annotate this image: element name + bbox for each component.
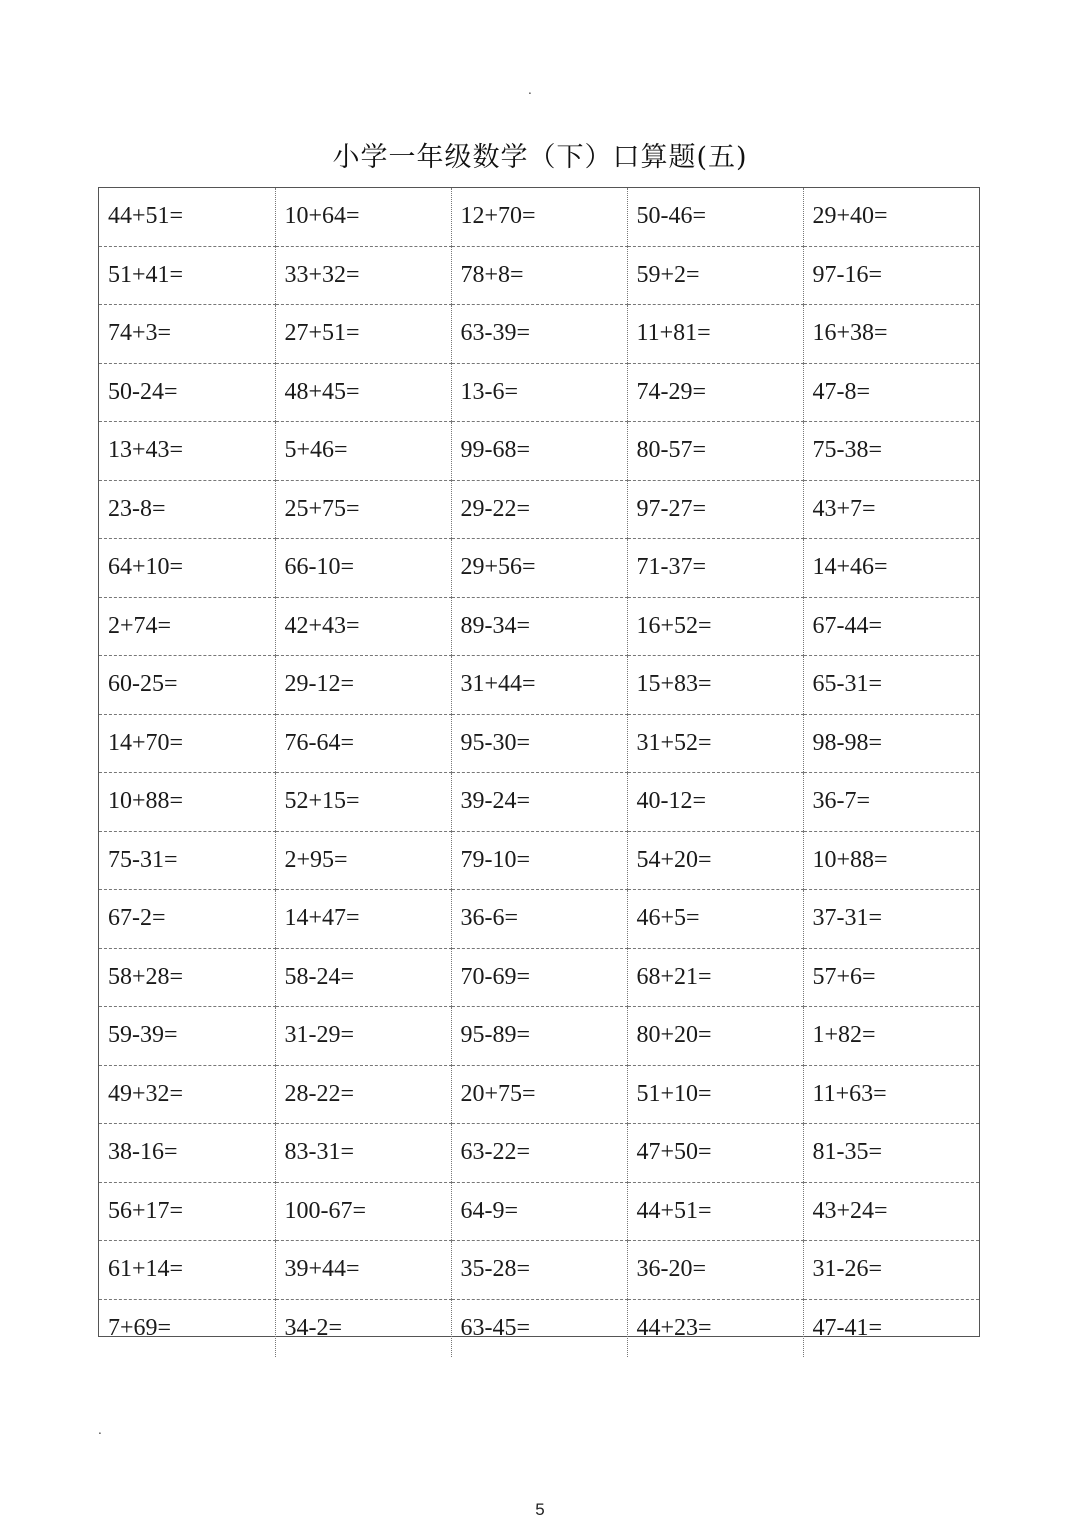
- problem-row: [99, 890, 979, 949]
- problem-row: [99, 1299, 979, 1357]
- problem-row: [99, 773, 979, 832]
- problem-cell: 29+40=: [803, 188, 979, 246]
- problem-cell: 20+75=: [451, 1065, 627, 1124]
- problem-cell: 49+32=: [99, 1065, 275, 1124]
- problem-cell: 31+52=: [627, 714, 803, 773]
- problem-cell: 80-57=: [627, 422, 803, 481]
- problem-row: [99, 597, 979, 656]
- problem-cell: 47-8=: [803, 363, 979, 422]
- problem-cell: 14+70=: [99, 714, 275, 773]
- problem-cell: 66-10=: [275, 539, 451, 598]
- problem-cell: 2+95=: [275, 831, 451, 890]
- problem-cell: 67-44=: [803, 597, 979, 656]
- problem-cell: 11+81=: [627, 305, 803, 364]
- page-number: 5: [535, 1500, 545, 1519]
- problem-cell: 37-31=: [803, 890, 979, 949]
- problem-cell: 11+63=: [803, 1065, 979, 1124]
- problem-cell: 63-39=: [451, 305, 627, 364]
- problem-cell: 42+43=: [275, 597, 451, 656]
- problem-cell: 70-69=: [451, 948, 627, 1007]
- problem-row: [99, 305, 979, 364]
- problem-cell: 31-26=: [803, 1241, 979, 1300]
- problem-cell: 7+69=: [99, 1299, 275, 1357]
- problem-cell: 16+52=: [627, 597, 803, 656]
- problem-cell: 50-24=: [99, 363, 275, 422]
- problem-row: [99, 1124, 979, 1183]
- problem-cell: 10+88=: [99, 773, 275, 832]
- problem-cell: 31-29=: [275, 1007, 451, 1066]
- bottom-dot-mark: .: [98, 1423, 102, 1437]
- problem-cell: 14+46=: [803, 539, 979, 598]
- problem-cell: 51+41=: [99, 246, 275, 305]
- problem-cell: 34-2=: [275, 1299, 451, 1357]
- problem-cell: 36-6=: [451, 890, 627, 949]
- problem-row: [99, 656, 979, 715]
- problem-cell: 59+2=: [627, 246, 803, 305]
- problem-row: [99, 422, 979, 481]
- problem-cell: 79-10=: [451, 831, 627, 890]
- problem-cell: 36-20=: [627, 1241, 803, 1300]
- problem-cell: 59-39=: [99, 1007, 275, 1066]
- problem-row: [99, 948, 979, 1007]
- problem-grid: [98, 187, 980, 1341]
- problem-cell: 14+47=: [275, 890, 451, 949]
- problem-cell: 83-31=: [275, 1124, 451, 1183]
- problem-cell: 78+8=: [451, 246, 627, 305]
- problem-cell: 95-89=: [451, 1007, 627, 1066]
- problem-cell: 43+7=: [803, 480, 979, 539]
- problem-cell: 97-27=: [627, 480, 803, 539]
- problem-cell: 50-46=: [627, 188, 803, 246]
- problem-cell: 48+45=: [275, 363, 451, 422]
- problem-cell: 74+3=: [99, 305, 275, 364]
- problem-cell: 58+28=: [99, 948, 275, 1007]
- problem-cell: 33+32=: [275, 246, 451, 305]
- problem-cell: 1+82=: [803, 1007, 979, 1066]
- problem-row: [99, 188, 979, 246]
- problem-row: [99, 363, 979, 422]
- problem-cell: 60-25=: [99, 656, 275, 715]
- problem-cell: 61+14=: [99, 1241, 275, 1300]
- problem-row: [99, 831, 979, 890]
- problem-cell: 80+20=: [627, 1007, 803, 1066]
- problem-cell: 2+74=: [99, 597, 275, 656]
- problem-cell: 38-16=: [99, 1124, 275, 1183]
- problem-row: [99, 1065, 979, 1124]
- problem-cell: 51+10=: [627, 1065, 803, 1124]
- problem-cell: 64-9=: [451, 1182, 627, 1241]
- problem-row: [99, 246, 979, 305]
- problem-cell: 29+56=: [451, 539, 627, 598]
- problem-cell: 28-22=: [275, 1065, 451, 1124]
- problem-cell: 54+20=: [627, 831, 803, 890]
- problem-cell: 63-22=: [451, 1124, 627, 1183]
- problem-cell: 29-22=: [451, 480, 627, 539]
- problem-cell: 57+6=: [803, 948, 979, 1007]
- problem-cell: 47-41=: [803, 1299, 979, 1357]
- problem-cell: 40-12=: [627, 773, 803, 832]
- problem-cell: 71-37=: [627, 539, 803, 598]
- problem-cell: 29-12=: [275, 656, 451, 715]
- problem-cell: 98-98=: [803, 714, 979, 773]
- problem-cell: 56+17=: [99, 1182, 275, 1241]
- problem-cell: 44+23=: [627, 1299, 803, 1357]
- problem-cell: 75-31=: [99, 831, 275, 890]
- problem-cell: 25+75=: [275, 480, 451, 539]
- worksheet-title: 小学一年级数学（下）口算题(五): [332, 142, 748, 173]
- problem-cell: 99-68=: [451, 422, 627, 481]
- problem-cell: 44+51=: [108, 203, 184, 230]
- problem-cell: 65-31=: [803, 656, 979, 715]
- problem-cell: 75-38=: [803, 422, 979, 481]
- problem-cell: 81-35=: [803, 1124, 979, 1183]
- problem-row: [99, 539, 979, 598]
- problem-cell: 76-64=: [275, 714, 451, 773]
- problem-cell: 13+43=: [99, 422, 275, 481]
- problem-cell: 12+70=: [451, 188, 627, 246]
- problem-cell: 16+38=: [803, 305, 979, 364]
- problem-cell: 31+44=: [451, 656, 627, 715]
- problem-cell: 89-34=: [451, 597, 627, 656]
- problem-table: [99, 188, 979, 1357]
- problem-row: [99, 1241, 979, 1300]
- problem-cell: 47+50=: [627, 1124, 803, 1183]
- problem-cell: 27+51=: [275, 305, 451, 364]
- problem-row: [99, 714, 979, 773]
- problem-cell: 39-24=: [451, 773, 627, 832]
- problem-cell: 64+10=: [99, 539, 275, 598]
- problem-cell: 13-6=: [451, 363, 627, 422]
- problem-cell: 44+51=: [627, 1182, 803, 1241]
- problem-row: [99, 1182, 979, 1241]
- problem-cell: 52+15=: [275, 773, 451, 832]
- problem-cell: 35-28=: [451, 1241, 627, 1300]
- problem-cell: 68+21=: [627, 948, 803, 1007]
- problem-cell: 58-24=: [275, 948, 451, 1007]
- problem-cell: 23-8=: [99, 480, 275, 539]
- problem-cell: 46+5=: [627, 890, 803, 949]
- problem-cell: 63-45=: [451, 1299, 627, 1357]
- problem-cell: 36-7=: [803, 773, 979, 832]
- problem-cell: 43+24=: [803, 1182, 979, 1241]
- problem-cell: 15+83=: [627, 656, 803, 715]
- problem-cell: 67-2=: [99, 890, 275, 949]
- problem-cell: 95-30=: [451, 714, 627, 773]
- problem-cell: 39+44=: [275, 1241, 451, 1300]
- problem-cell: 74-29=: [627, 363, 803, 422]
- problem-row: [99, 480, 979, 539]
- top-dot-mark: .: [528, 83, 532, 97]
- problem-cell: 97-16=: [803, 246, 979, 305]
- problem-cell: 10+64=: [275, 188, 451, 246]
- problem-row: [99, 1007, 979, 1066]
- problem-cell: 100-67=: [275, 1182, 451, 1241]
- problem-cell: 10+88=: [803, 831, 979, 890]
- problem-cell: 5+46=: [275, 422, 451, 481]
